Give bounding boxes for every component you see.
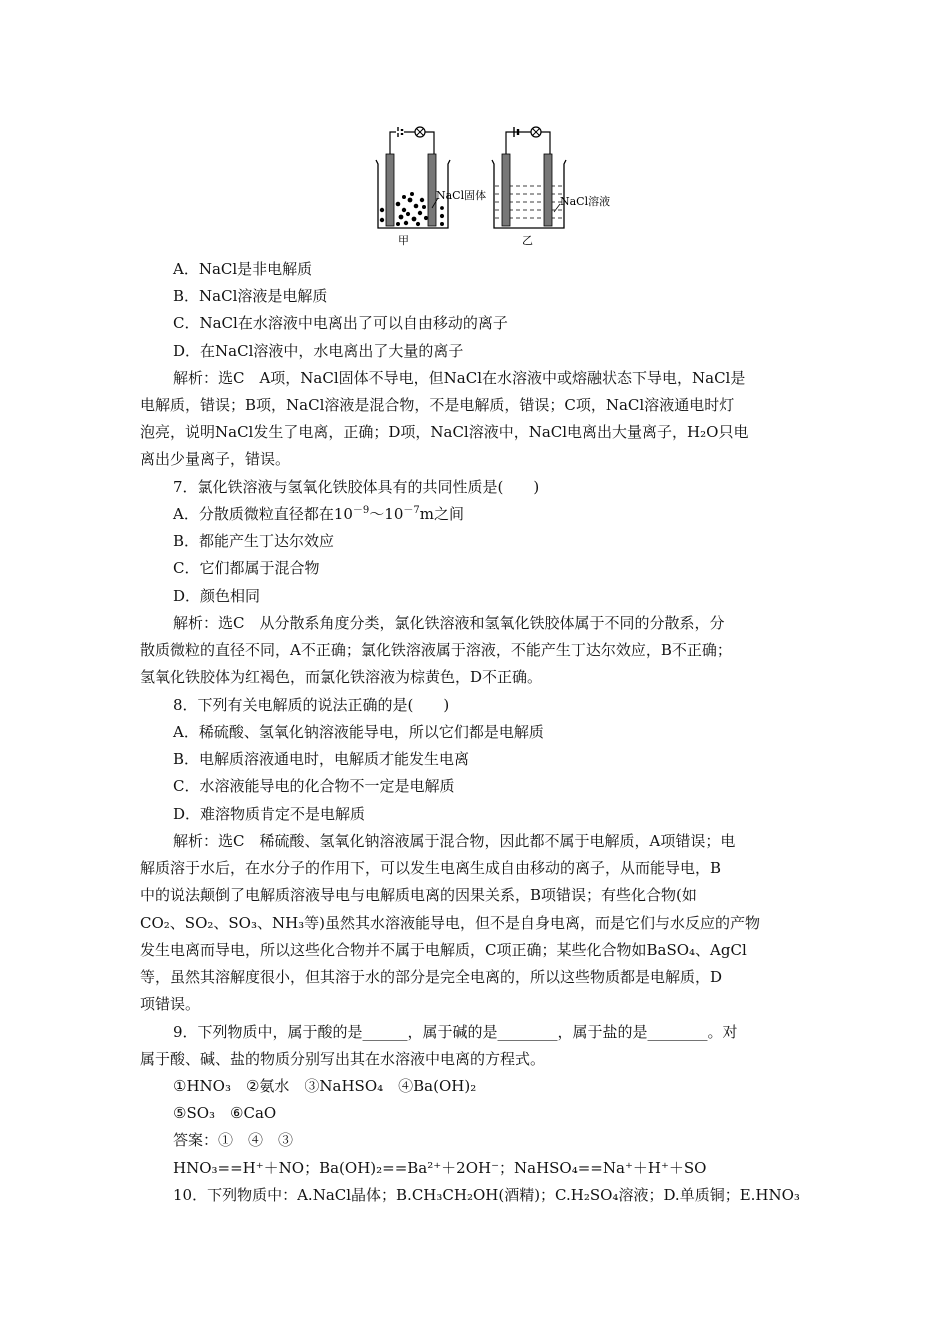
- q8-analysis-line1: 解析：选C 稀硫酸、氢氧化钠溶液属于混合物，因此都不属于电解质，A项错误；电: [173, 832, 736, 850]
- beaker-right: [492, 127, 566, 228]
- q8-option-a: A．稀硫酸、氢氧化钠溶液能导电，所以它们都是电解质: [173, 723, 544, 741]
- q6-analysis-line3: 泡亮，说明NaCl发生了电离，正确；D项，NaCl溶液中，NaCl电离出大量离子，H₂O只电: [140, 423, 749, 441]
- q7-option-a-post: m之间: [419, 505, 464, 523]
- q9-items-line2: ⑤SO₃ ⑥CaO: [173, 1104, 277, 1122]
- q7-option-a: [173, 504, 820, 524]
- q9-stem-line1: 9．下列物质中，属于酸的是______，属于碱的是________，属于盐的是________。对: [173, 1023, 738, 1041]
- q7-stem: 7．氯化铁溶液与氢氧化铁胶体具有的共同性质是( ): [173, 478, 540, 496]
- q9-equations: HNO₃==H⁺＋NO；Ba(OH)₂==Ba²⁺＋2OH⁻；NaHSO₄==Na⁺＋H⁺＋SO: [173, 1159, 707, 1177]
- q6-option-a: A．NaCl是非电解质: [173, 260, 313, 278]
- caption-yi: 乙: [522, 234, 533, 247]
- q6-option-c: C．NaCl在水溶液中电离出了可以自由移动的离子: [173, 314, 508, 332]
- q6-analysis-line4: 离出少量离子，错误。: [140, 450, 291, 468]
- q7-analysis-line1: 解析：选C 从分散系角度分类，氯化铁溶液和氢氧化铁胶体属于不同的分散系，分: [173, 614, 725, 632]
- q8-option-c: C．水溶液能导电的化合物不一定是电解质: [173, 777, 455, 795]
- q7-option-a-pre: A．分散质微粒直径都在10: [173, 505, 353, 523]
- q6-option-b: B．NaCl溶液是电解质: [173, 287, 328, 305]
- q6-option-d: D．在NaCl溶液中，水电离出了大量的离子: [173, 342, 464, 360]
- q6-analysis-line1: 解析：选C A项，NaCl固体不导电，但NaCl在水溶液中或熔融状态下导电，NaCl是: [173, 369, 746, 387]
- q7-analysis-line3: 氢氧化铁胶体为红褐色，而氯化铁溶液为棕黄色，D不正确。: [140, 668, 543, 686]
- q7-option-d: D．颜色相同: [173, 587, 261, 605]
- beaker-left: [376, 127, 450, 228]
- caption-jia: 甲: [398, 234, 409, 247]
- q8-analysis-line6: 等，虽然其溶解度很小，但其溶于水的部分是完全电离的，所以这些物质都是电解质，D: [140, 968, 723, 986]
- q8-analysis-line2: 解质溶于水后，在水分子的作用下，可以发生电离生成自由移动的离子，从而能导电，B: [140, 859, 722, 877]
- q8-option-b: B．电解质溶液通电时，电解质才能发生电离: [173, 750, 470, 768]
- q8-analysis-line3: 中的说法颠倒了电解质溶液导电与电解质电离的因果关系，B项错误；有些化合物(如: [140, 886, 697, 904]
- q9-items-line1: ①HNO₃ ②氨水 ③NaHSO₄ ④Ba(OH)₂: [173, 1077, 477, 1095]
- q8-option-d: D．难溶物质肯定不是电解质: [173, 805, 366, 823]
- label-nacl-solution: NaCl溶液: [560, 195, 611, 208]
- q7-option-a-exp1: －9: [352, 505, 370, 516]
- q6-analysis-line2: 电解质，错误；B项，NaCl溶液是混合物，不是电解质，错误；C项，NaCl溶液通电时灯: [140, 396, 735, 414]
- label-nacl-solid: NaCl固体: [436, 189, 487, 202]
- q8-stem: 8．下列有关电解质的说法正确的是( ): [173, 696, 450, 714]
- q7-option-c: C．它们都属于混合物: [173, 559, 320, 577]
- q10-stem: 10．下列物质中：A.NaCl晶体；B.CH₃CH₂OH(酒精)；C.H₂SO₄溶液；D.单质铜；E.HNO₃: [173, 1186, 800, 1204]
- q8-analysis-line7: 项错误。: [140, 995, 201, 1013]
- q7-option-a-mid: ～10: [369, 505, 404, 523]
- q9-stem-line2: 属于酸、碱、盐的物质分别写出其在水溶液中电离的方程式。: [140, 1050, 546, 1068]
- q7-option-b: B．都能产生丁达尔效应: [173, 532, 335, 550]
- q8-analysis-line5: 发生电离而导电，所以这些化合物并不属于电解质，C项正确；某些化合物如BaSO₄、AgCl: [140, 941, 747, 959]
- q9-answer: 答案：① ④ ③: [173, 1131, 294, 1149]
- q8-analysis-line4: CO₂、SO₂、SO₃、NH₃等)虽然其水溶液能导电，但不是自身电离，而是它们与水反应的产物: [140, 914, 761, 932]
- q7-option-a-exp2: －7: [403, 505, 420, 516]
- electrolysis-figure: [372, 120, 632, 250]
- q7-analysis-line2: 散质微粒的直径不同，A不正确；氯化铁溶液属于溶液，不能产生丁达尔效应，B不正确；: [140, 641, 732, 659]
